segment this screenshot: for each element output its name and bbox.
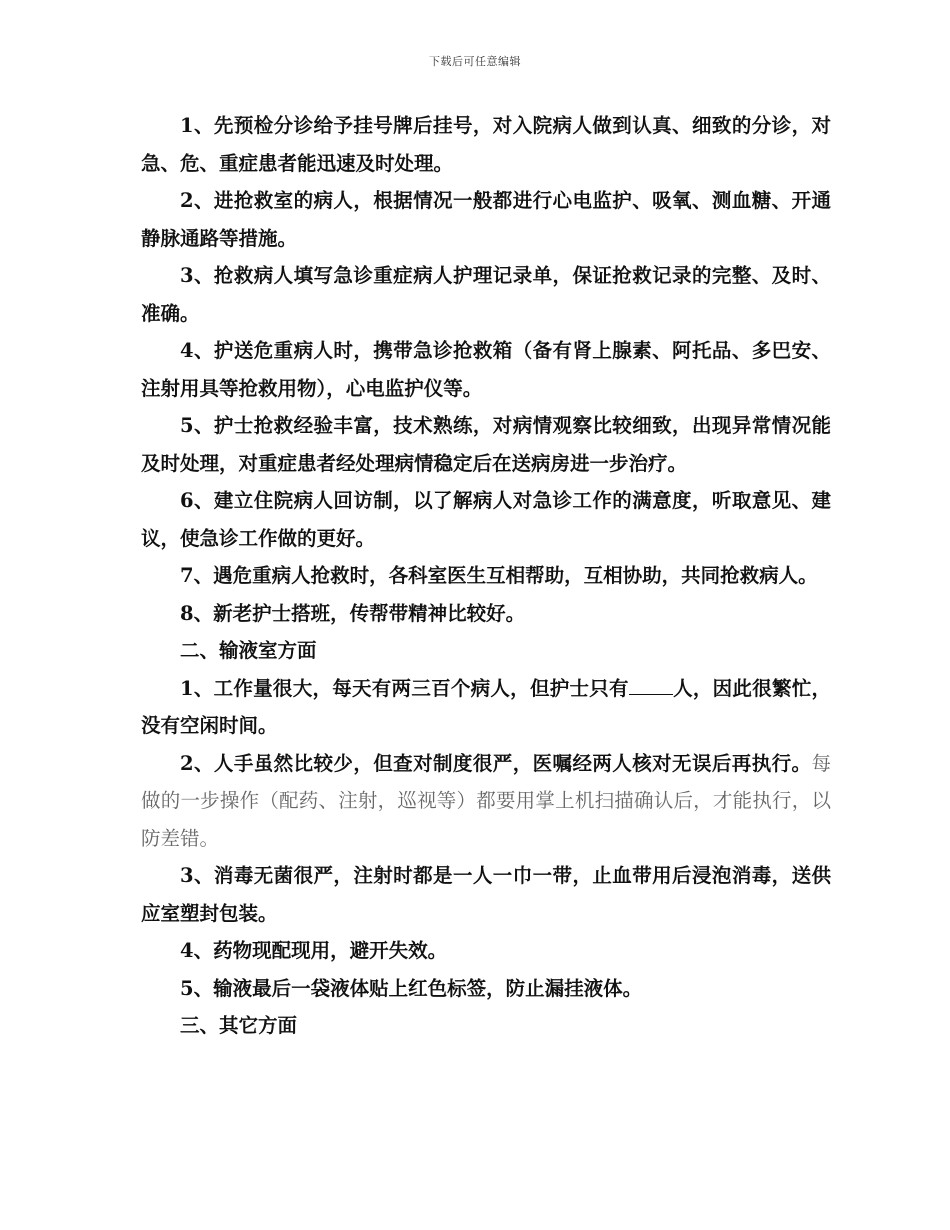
paragraph-2: 2、进抢救室的病人，根据情况一般都进行心电监护、吸氧、测血糖、开通静脉通路等措施。 <box>141 189 831 250</box>
paragraph-1: 1、先预检分诊给予挂号牌后挂号，对入院病人做到认真、细致的分诊，对急、危、重症患者能迅速及时处理。 <box>141 114 831 175</box>
paragraph-infusion-2-bold: 2、人手虽然比较少，但查对制度很严，医嘱经两人核对无误后再执行。 <box>180 751 812 775</box>
paragraph-3: 3、抢救病人填写急诊重症病人护理记录单，保证抢救记录的完整、及时、准确。 <box>141 264 831 325</box>
paragraph-infusion-1-before: 1、工作量很大，每天有两三百个病人，但护士只有 <box>180 676 629 700</box>
paragraph-infusion-5: 5、输液最后一袋液体贴上红色标签，防止漏挂液体。 <box>180 976 643 1000</box>
paragraph-infusion-3: 3、消毒无菌很严，注射时都是一人一巾一带，止血带用后浸泡消毒，送供应室塑封包装。 <box>141 864 831 925</box>
paragraph-6: 6、建立住院病人回访制，以了解病人对急诊工作的满意度，听取意见、建议，使急诊工作做的更好。 <box>141 489 831 550</box>
fill-in-blank <box>629 676 673 695</box>
paragraph-infusion-1 <box>141 670 831 745</box>
section-heading-infusion: 二、输液室方面 <box>180 639 317 662</box>
paragraph-5: 5、护士抢救经验丰富，技术熟练，对病情观察比较细致，出现异常情况能及时处理，对重症患者经处理病情稳定后在送病房进一步治疗。 <box>141 414 831 475</box>
paragraph-4: 4、护送危重病人时，携带急诊抢救箱（备有肾上腺素、阿托品、多巴安、注射用具等抢救用物），心电监护仪等。 <box>141 339 831 400</box>
paragraph-infusion-2-light: 每做的一步操作（配药、注射，巡视等）都要用掌上机扫描确认后，才能执行，以防差错。 <box>141 751 831 850</box>
document-body <box>141 107 831 1045</box>
section-heading-other: 三、其它方面 <box>180 1014 298 1037</box>
paragraph-infusion-4: 4、药物现配现用，避开失效。 <box>180 939 448 962</box>
paragraph-7: 7、遇危重病人抢救时，各科室医生互相帮助，互相协助，共同抢救病人。 <box>180 564 818 587</box>
paragraph-infusion-1-after: 人，因此很繁忙，没有空闲时间。 <box>141 676 831 737</box>
paragraph-infusion-2 <box>141 745 831 858</box>
page-header: 下载后可任意编辑 <box>429 55 521 68</box>
paragraph-8: 8、新老护士搭班，传帮带精神比较好。 <box>180 601 526 625</box>
